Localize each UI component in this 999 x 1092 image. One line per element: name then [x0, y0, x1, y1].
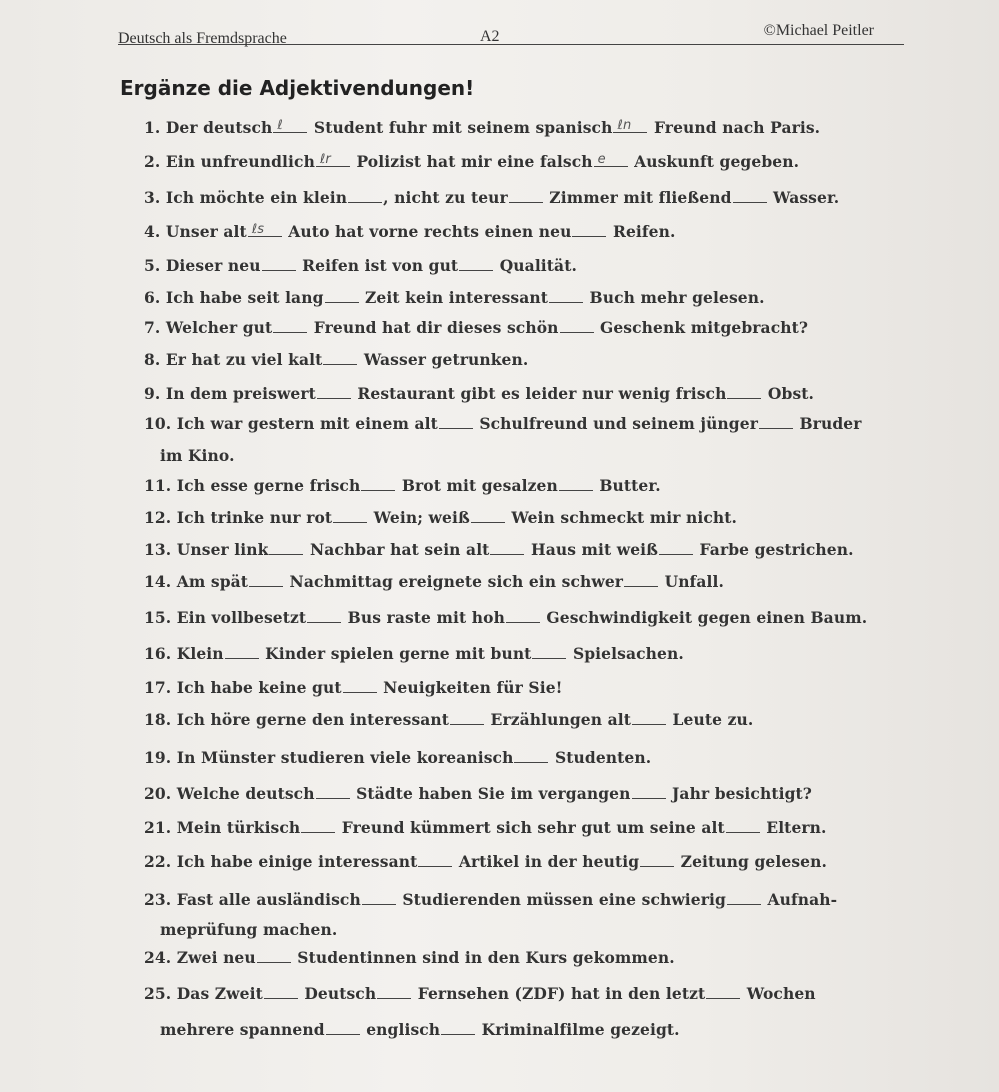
exercise-text: Nachbar hat sein alt	[304, 540, 490, 559]
exercise-text: Wasser getrunken.	[358, 350, 529, 369]
exercise-text: 2. Ein unfreundlich	[144, 152, 315, 171]
exercise-text: Bruder	[793, 414, 862, 433]
exercise-text: Wochen	[741, 984, 816, 1003]
answer-blank[interactable]	[348, 188, 382, 203]
answer-blank[interactable]	[560, 318, 594, 333]
answer-blank[interactable]	[257, 948, 291, 963]
exercise-text: 9. In dem preiswert	[144, 384, 316, 403]
exercise-text: 12. Ich trinke nur rot	[144, 508, 333, 527]
exercise-text: Wasser.	[767, 188, 840, 207]
exercise-text: Jahr besichtigt?	[666, 784, 812, 803]
answer-blank[interactable]	[273, 318, 307, 333]
answer-blank[interactable]	[594, 152, 628, 167]
exercise-text: Deutsch	[298, 984, 377, 1003]
exercise-text: Zimmer mit fließend	[543, 188, 732, 207]
answer-blank[interactable]	[377, 984, 411, 999]
exercise-text: mehrere spannend	[160, 1020, 325, 1039]
exercise-text: 15. Ein vollbesetzt	[144, 608, 307, 627]
exercise-text: 7. Welcher gut	[144, 318, 273, 337]
exercise-text: Auto hat vorne rechts einen neu	[282, 222, 572, 241]
exercise-text: im Kino.	[160, 446, 235, 465]
exercise-line	[144, 890, 837, 909]
handwritten-answer: ℓ	[277, 118, 283, 133]
answer-blank[interactable]	[225, 644, 259, 659]
exercise-text: 23. Fast alle ausländisch	[144, 890, 361, 909]
exercise-text: 21. Mein türkisch	[144, 818, 301, 837]
exercise-text: Qualität.	[494, 256, 577, 275]
answer-blank[interactable]	[301, 818, 335, 833]
exercise-line	[144, 818, 827, 837]
exercise-text: Restaurant gibt es leider nur wenig frisch	[351, 384, 727, 403]
page-title: Ergänze die Adjektivendungen!	[120, 76, 475, 100]
exercise-text: Studierenden müssen eine schwierig	[396, 890, 726, 909]
exercise-text: Unfall.	[659, 572, 724, 591]
answer-blank[interactable]	[249, 572, 283, 587]
exercise-text: Reifen ist von gut	[296, 256, 459, 275]
exercise-text: Farbe gestrichen.	[694, 540, 854, 559]
answer-blank[interactable]	[343, 678, 377, 693]
exercise-line	[160, 920, 337, 939]
exercise-text: Kinder spielen gerne mit bunt	[259, 644, 532, 663]
answer-blank[interactable]	[532, 644, 566, 659]
exercise-text: Butter.	[593, 476, 661, 495]
exercise-line	[144, 710, 753, 729]
answer-blank[interactable]	[325, 288, 359, 303]
answer-blank[interactable]	[490, 540, 524, 555]
answer-blank[interactable]	[441, 1020, 475, 1035]
exercise-text: 14. Am spät	[144, 572, 249, 591]
answer-blank[interactable]	[659, 540, 693, 555]
answer-blank[interactable]	[632, 784, 666, 799]
exercise-text: 13. Unser link	[144, 540, 269, 559]
exercise-line	[144, 748, 651, 767]
answer-blank[interactable]	[549, 288, 583, 303]
exercise-text: 11. Ich esse gerne frisch	[144, 476, 361, 495]
exercise-line	[144, 608, 867, 627]
answer-blank[interactable]	[727, 384, 761, 399]
answer-blank[interactable]	[273, 118, 307, 133]
exercise-line	[144, 572, 724, 591]
exercise-text: Auskunft gegeben.	[628, 152, 800, 171]
exercise-text: Schulfreund und seinem jünger	[473, 414, 758, 433]
answer-blank[interactable]	[317, 384, 351, 399]
exercise-line	[144, 784, 812, 803]
exercise-text: 19. In Münster studieren viele koreanisch	[144, 748, 514, 767]
exercise-line	[144, 948, 675, 967]
answer-blank[interactable]	[316, 784, 350, 799]
answer-blank[interactable]	[471, 508, 505, 523]
answer-blank[interactable]	[572, 222, 606, 237]
exercise-line	[144, 188, 839, 207]
exercise-text: Städte haben Sie im vergangen	[350, 784, 631, 803]
exercise-text: 3. Ich möchte ein klein	[144, 188, 348, 207]
exercise-line	[144, 644, 684, 663]
answer-blank[interactable]	[269, 540, 303, 555]
answer-blank[interactable]	[727, 890, 761, 905]
exercise-line	[144, 540, 854, 559]
exercise-text: Bus raste mit hoh	[342, 608, 505, 627]
exercise-text: 17. Ich habe keine gut	[144, 678, 342, 697]
header-level: A2	[480, 28, 500, 45]
answer-blank[interactable]	[333, 508, 367, 523]
answer-blank[interactable]	[613, 118, 647, 133]
answer-blank[interactable]	[262, 256, 296, 271]
exercise-text: , nicht zu teur	[383, 188, 508, 207]
exercise-text: Fernsehen (ZDF) hat in den letzt	[412, 984, 706, 1003]
exercise-text: Neuigkeiten für Sie!	[377, 678, 563, 697]
exercise-text: Freund kümmert sich sehr gut um seine alt	[336, 818, 725, 837]
exercise-text: 4. Unser alt	[144, 222, 247, 241]
exercise-line	[144, 852, 827, 871]
exercise-text: Wein; weiß	[368, 508, 470, 527]
answer-blank[interactable]	[733, 188, 767, 203]
answer-blank[interactable]	[706, 984, 740, 999]
exercise-text: Obst.	[762, 384, 815, 403]
answer-blank[interactable]	[726, 818, 760, 833]
exercise-line	[144, 118, 820, 137]
exercise-text: Aufnah-	[761, 890, 838, 909]
exercise-text: 10. Ich war gestern mit einem alt	[144, 414, 438, 433]
exercise-text: Buch mehr gelesen.	[584, 288, 765, 307]
exercise-text: Studentinnen sind in den Kurs gekommen.	[291, 948, 675, 967]
exercise-line	[144, 384, 814, 403]
exercise-text: meprüfung machen.	[160, 920, 338, 939]
exercise-text: Reifen.	[607, 222, 676, 241]
answer-blank[interactable]	[506, 608, 540, 623]
answer-blank[interactable]	[439, 414, 473, 429]
header-author: ©Michael Peitler	[763, 22, 874, 39]
exercise-line	[160, 1020, 680, 1039]
exercise-line	[144, 476, 661, 495]
exercise-text: 20. Welche deutsch	[144, 784, 315, 803]
answer-blank[interactable]	[559, 476, 593, 491]
exercise-text: 8. Er hat zu viel kalt	[144, 350, 323, 369]
exercise-text: Kriminalfilme gezeigt.	[476, 1020, 680, 1039]
handwritten-answer: ℓs	[251, 222, 265, 237]
exercise-text: 5. Dieser neu	[144, 256, 261, 275]
handwritten-answer: e	[597, 152, 606, 167]
exercise-line	[144, 678, 563, 697]
answer-blank[interactable]	[632, 710, 666, 725]
exercise-line	[144, 222, 676, 241]
header	[118, 22, 904, 45]
answer-blank[interactable]	[307, 608, 341, 623]
answer-blank[interactable]	[759, 414, 793, 429]
exercise-text: 16. Klein	[144, 644, 224, 663]
exercise-text: 24. Zwei neu	[144, 948, 256, 967]
answer-blank[interactable]	[450, 710, 484, 725]
exercise-text: 25. Das Zweit	[144, 984, 263, 1003]
exercise-text: Erzählungen alt	[485, 710, 632, 729]
exercise-text: Freund hat dir dieses schön	[308, 318, 559, 337]
exercise-text: englisch	[360, 1020, 441, 1039]
exercise-text: 22. Ich habe einige interessant	[144, 852, 418, 871]
header-subject: Deutsch als Fremdsprache	[118, 30, 287, 47]
exercise-line	[144, 318, 808, 337]
answer-blank[interactable]	[418, 852, 452, 867]
exercise-line	[144, 350, 528, 369]
exercise-text: Zeit kein interessant	[359, 288, 549, 307]
exercise-text: Haus mit weiß	[525, 540, 659, 559]
answer-blank[interactable]	[509, 188, 543, 203]
exercise-text: Leute zu.	[667, 710, 754, 729]
exercise-text: Geschenk mitgebracht?	[594, 318, 809, 337]
exercise-text: 18. Ich höre gerne den interessant	[144, 710, 450, 729]
exercise-text: Eltern.	[760, 818, 827, 837]
exercise-text: Artikel in der heutig	[453, 852, 640, 871]
answer-blank[interactable]	[323, 350, 357, 365]
exercise-text: Geschwindigkeit gegen einen Baum.	[540, 608, 868, 627]
answer-blank[interactable]	[361, 476, 395, 491]
answer-blank[interactable]	[624, 572, 658, 587]
exercise-text: Studenten.	[549, 748, 652, 767]
exercise-line	[144, 152, 799, 171]
handwritten-answer: ℓr	[319, 152, 331, 167]
exercise-text: Wein schmeckt mir nicht.	[505, 508, 737, 527]
exercise-text: Brot mit gesalzen	[396, 476, 558, 495]
exercise-line	[160, 446, 235, 465]
exercise-text: Spielsachen.	[567, 644, 684, 663]
answer-blank[interactable]	[316, 152, 350, 167]
exercise-text: 6. Ich habe seit lang	[144, 288, 324, 307]
exercise-text: Polizist hat mir eine falsch	[350, 152, 593, 171]
answer-blank[interactable]	[362, 890, 396, 905]
exercise-line	[144, 984, 816, 1003]
answer-blank[interactable]	[326, 1020, 360, 1035]
answer-blank[interactable]	[514, 748, 548, 763]
answer-blank[interactable]	[459, 256, 493, 271]
exercise-text: 1. Der deutsch	[144, 118, 273, 137]
answer-blank[interactable]	[248, 222, 282, 237]
exercise-text: Freund nach Paris.	[648, 118, 821, 137]
answer-blank[interactable]	[640, 852, 674, 867]
exercise-text: Nachmittag ereignete sich ein schwer	[284, 572, 624, 591]
exercise-line	[144, 256, 577, 275]
exercise-text: Student fuhr mit seinem spanisch	[308, 118, 613, 137]
answer-blank[interactable]	[264, 984, 298, 999]
handwritten-answer: ℓn	[617, 118, 632, 133]
exercise-line	[144, 508, 737, 527]
exercise-text: Zeitung gelesen.	[675, 852, 827, 871]
exercise-line	[144, 414, 861, 433]
exercise-line	[144, 288, 765, 307]
